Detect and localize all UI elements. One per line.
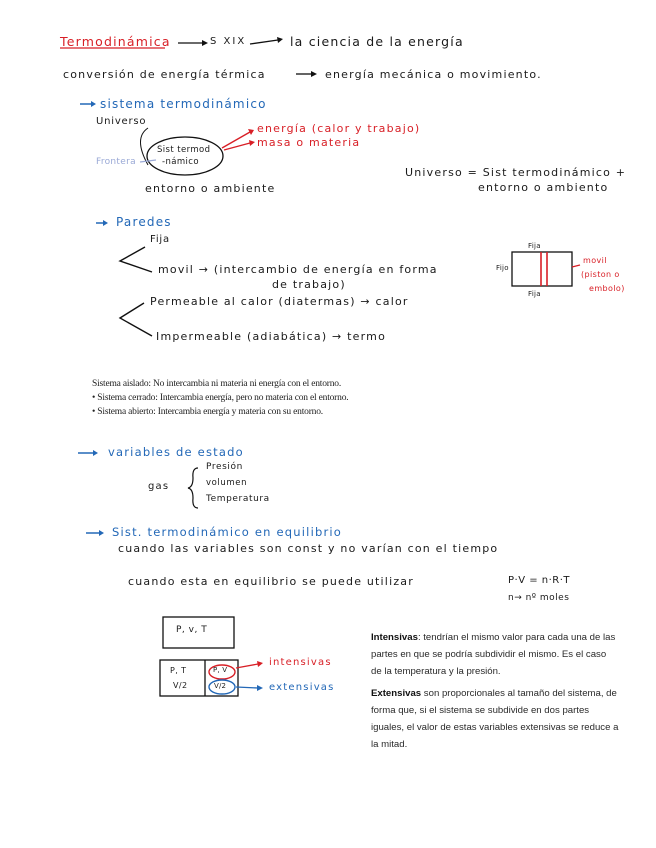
variable-item-1: volumen xyxy=(206,478,248,488)
diagram-movil-line1: movil xyxy=(583,256,607,265)
variable-item-2: Temperatura xyxy=(206,494,270,504)
extensivas-text: son proporcionales al tamaño del sistema, de forma que, si el sistema se subdivide en dos partes iguales, el valor de estas variables extensivas se reduce a la mitad. xyxy=(371,688,619,750)
equilibrio-line2: cuando esta en equilibrio se puede utilizar xyxy=(128,575,414,588)
diagram-movil-line2: (piston o xyxy=(581,270,620,279)
intensivas-term: Intensivas xyxy=(371,632,418,643)
page-title: Termodinámica xyxy=(60,34,171,49)
pared-movil-line2: de trabajo) xyxy=(272,278,346,291)
gas-label: gas xyxy=(148,481,170,492)
section-heading-sistema: sistema termodinámico xyxy=(100,97,267,111)
entorno-label: entorno o ambiente xyxy=(145,182,276,195)
intensivas-label: intensivas xyxy=(269,657,332,668)
box-top-label: P, v, T xyxy=(176,625,208,635)
pared-movil-line1: movil → (intercambio de energía en forma xyxy=(158,263,438,276)
pared-fija: Fija xyxy=(150,234,170,245)
section-heading-paredes: Paredes xyxy=(116,215,172,229)
sistema-label-line2: -námico xyxy=(162,157,199,167)
equilibrio-line1: cuando las variables son const y no varían con el tiempo xyxy=(118,542,499,555)
universo-equation-line1: Universo = Sist termodinámico + xyxy=(405,166,627,179)
box-left-line1: P, T xyxy=(170,666,187,675)
definition-text: la ciencia de la energía xyxy=(290,34,464,49)
pared-impermeable: Impermeable (adiabática) → termo xyxy=(156,330,387,343)
diagram-fija-left: Fijo xyxy=(496,264,509,272)
intensivas-text: : tendrían el mismo valor para cada una de las partes en que se podría subdividir el mismo. Es el caso de la temperatura y la presión. xyxy=(371,632,616,677)
ideal-gas-formula: P·V = n·R·T xyxy=(508,575,571,586)
century-label: S XIX xyxy=(210,36,247,47)
extensivas-term: Extensivas xyxy=(371,688,422,699)
tipo-abierto: • Sistema abierto: Intercambia energía y materia con su entorno. xyxy=(92,407,323,417)
diagram-fija-top: Fija xyxy=(528,242,541,250)
section-heading-variables: variables de estado xyxy=(108,445,244,459)
extensivas-label: extensivas xyxy=(269,682,335,693)
formula-note: n→ nº moles xyxy=(508,593,570,603)
tipo-cerrado: • Sistema cerrado: Intercambia energía, pero no materia con el entorno. xyxy=(92,393,349,403)
box-left-line2: V/2 xyxy=(173,681,188,690)
extensivas-definition xyxy=(371,685,619,753)
diagram-fija-bottom: Fija xyxy=(528,290,541,298)
universo-label: Universo xyxy=(96,116,147,127)
universo-equation-line2: entorno o ambiento xyxy=(478,181,609,194)
circle-extensive-label: V/2 xyxy=(214,682,227,690)
arrow-century xyxy=(250,40,278,44)
section-heading-equilibrio: Sist. termodinámico en equilibrio xyxy=(112,525,343,539)
masa-label: masa o materia xyxy=(257,136,361,149)
intensivas-definition xyxy=(371,629,619,680)
energia-label: energía (calor y trabajo) xyxy=(257,122,421,135)
frontera-label: Frontera xyxy=(96,157,136,167)
conversion-from: conversión de energía térmica xyxy=(63,68,266,81)
sistema-label-line1: Sist termod xyxy=(157,145,211,155)
variable-item-0: Presión xyxy=(206,462,243,472)
conversion-to: energía mecánica o movimiento. xyxy=(325,68,542,81)
circle-intensive-label: P, V xyxy=(213,666,228,674)
diagram-movil-line3: embolo) xyxy=(589,284,625,293)
sistema-circle xyxy=(147,137,223,175)
pared-permeable: Permeable al calor (diatermas) → calor xyxy=(150,295,409,308)
tipo-aislado: Sistema aislado: No intercambia ni materia ni energía con el entorno. xyxy=(92,379,342,389)
